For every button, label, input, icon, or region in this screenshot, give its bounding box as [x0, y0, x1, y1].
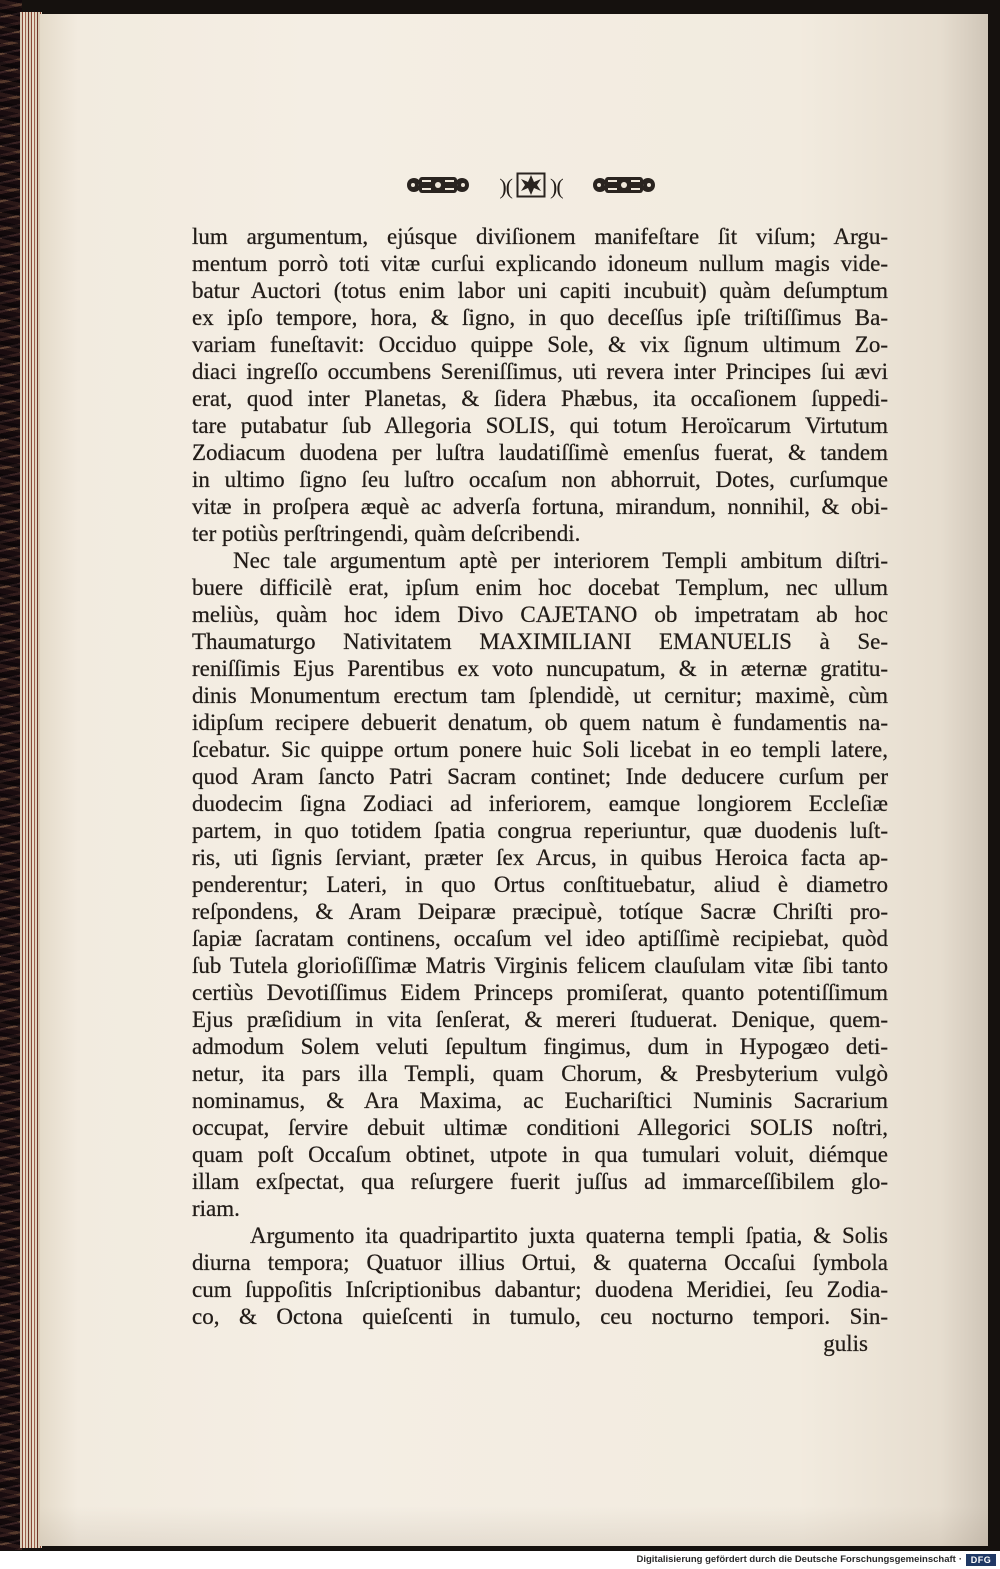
ornament-bracket-left: )( — [499, 174, 512, 199]
text-line: idipſum recipere debuerit denatum, ob quem natum è fundamentis na- — [192, 710, 888, 735]
fleuron-ornament-icon — [405, 174, 471, 201]
text-line: admodum Solem veluti ſepultum fingimus, dum in Hypogæo deti- — [192, 1034, 888, 1059]
text-line: partem, in quo totidem ſpatia congrua reperiuntur, quæ duodenis luſt- — [192, 818, 888, 843]
text-line: diurna tempora; Quatuor illius Ortui, & quaterna Occaſui ſymbola — [192, 1250, 888, 1275]
text-line: co, & Octona quieſcenti in tumulo, ceu nocturno tempori. Sin- — [192, 1304, 888, 1329]
ornament-bracket-right: )( — [550, 174, 563, 199]
text-line: ſub Tutela glorioſiſſimæ Matris Virginis felicem clauſulam vitæ ſibi tanto — [192, 953, 888, 978]
maltese-cross-icon — [516, 172, 546, 203]
text-line: occupat, ſervire debuit ultimæ conditioni Allegorici SOLIS noſtri, — [192, 1115, 888, 1140]
text-line: ter potiùs perſtringendi, quàm deſcribendi. — [192, 521, 581, 546]
text-line: nominamus, & Ara Maxima, ac Euchariſtici Numinis Sacrarium — [192, 1088, 888, 1113]
text-line: quam poſt Occaſum obtinet, utpote in qua tumulari voluit, diémque — [192, 1142, 888, 1167]
paragraph-1 — [192, 223, 888, 547]
text-line: lum argumentum, ejúsque diviſionem manifeſtare ſit viſum; Argu- — [192, 224, 888, 249]
text-line: ſapiæ ſacratam continens, occaſum vel ideo aptiſſimè recipiebat, quòd — [192, 926, 888, 951]
body-text — [192, 223, 888, 1357]
text-line: buere difficilè erat, ipſum enim hoc docebat Templum, nec ullum — [192, 575, 888, 600]
page-edges — [20, 12, 42, 1548]
ornament-center — [499, 172, 562, 203]
credit-separator: · — [958, 1554, 962, 1565]
text-line: mentum porrò toti vitæ curſui explicando idoneum nullum magis vide- — [192, 251, 888, 276]
text-line: vitæ in proſpera æquè ac adverſa fortuna, mirandum, nonnihil, & obi- — [192, 494, 888, 519]
text-line: ex ipſo tempore, hora, & ſigno, in quo deceſſus ipſe triſtiſſimus Ba- — [192, 305, 888, 330]
text-line: variam funeſtavit: Occiduo quippe Sole, & vix ſignum ultimum Zo- — [192, 332, 888, 357]
funding-credit — [636, 1553, 962, 1567]
text-line: diaci ingreſſo occumbens Sereniſſimus, uti revera inter Principes ſui ævi — [192, 359, 888, 384]
text-line: meliùs, quàm hoc idem Divo CAJETANO ob impetratam ab hoc — [192, 602, 888, 627]
paragraph-2 — [192, 547, 888, 1222]
text-line: dinis Monumentum erectum tam ſplendidè, ut cernitur; maximè, cùm — [192, 683, 888, 708]
text-line: netur, ita pars illa Templi, quam Chorum, & Presbyterium vulgò — [192, 1061, 888, 1086]
text-line: in ultimo ſigno ſeu luſtro occaſum non abhorruit, Dotes, curſumque — [192, 467, 888, 492]
funding-credit-text: Digitalisierung gefördert durch die Deutsche Forschungsgemeinschaft — [636, 1554, 956, 1565]
text-line: reniſſimis Ejus Parentibus ex voto nuncupatum, & in æternæ gratitu- — [192, 656, 888, 681]
text-line: batur Auctori (totus enim labor uni capiti incubuit) quàm deſumptum — [192, 278, 888, 303]
paragraph-3 — [192, 1222, 888, 1330]
book-cover-marbling — [0, 0, 22, 1550]
text-line: duodecim ſigna Zodiaci ad inferiorem, eamque longiorem Eccleſiæ — [192, 791, 888, 816]
dfg-logo-icon: DFG — [966, 1554, 996, 1566]
text-line: cum ſuppoſitis Inſcriptionibus dabantur; duodena Meridiei, ſeu Zodia- — [192, 1277, 888, 1302]
text-line: quod Aram ſancto Patri Sacram continet; Inde deducere curſum per — [192, 764, 888, 789]
text-line: ris, uti ſignis ſerviant, præter ſex Arcus, in quibus Heroica facta ap- — [192, 845, 888, 870]
text-line: riam. — [192, 1196, 240, 1221]
text-line: penderentur; Lateri, in quo Ortus conſtituebatur, aliud è diametro — [192, 872, 888, 897]
text-line: certiùs Devotiſſimus Eidem Princeps promiſerat, quanto potentiſſimum — [192, 980, 888, 1005]
text-line: Argumento ita quadripartito juxta quaterna templi ſpatia, & Solis — [250, 1223, 888, 1248]
fleuron-ornament-icon — [591, 174, 657, 201]
text-line: Nec tale argumentum aptè per interiorem Templi ambitum diſtri- — [233, 548, 888, 573]
catchword: gulis — [823, 1331, 868, 1356]
digitization-footer — [0, 1551, 1000, 1569]
text-line: Ejus præſidium in vita ſenſerat, & mereri ſtuduerat. Denique, quem- — [192, 1007, 888, 1032]
text-line: illam exſpectat, qua reſurgere fuerit juſſus ad immarceſſibilem glo- — [192, 1169, 888, 1194]
text-line: erat, quod inter Planetas, & ſidera Phæbus, ita occaſionem ſuppedi- — [192, 386, 888, 411]
text-line: reſpondens, & Aram Deiparæ præcipuè, totíque Sacræ Chriſti pro- — [192, 899, 888, 924]
header-ornament — [405, 174, 657, 200]
text-line: Thaumaturgo Nativitatem MAXIMILIANI EMANUELIS à Se- — [192, 629, 888, 654]
text-line: tare putabatur ſub Allegoria SOLIS, qui totum Heroïcarum Virtutum — [192, 413, 888, 438]
text-line: Zodiacum duodena per luſtra laudatiſſimè emenſus fuerat, & tandem — [192, 440, 888, 465]
text-line: ſcebatur. Sic quippe ortum ponere huic Soli licebat in eo templi latere, — [192, 737, 888, 762]
